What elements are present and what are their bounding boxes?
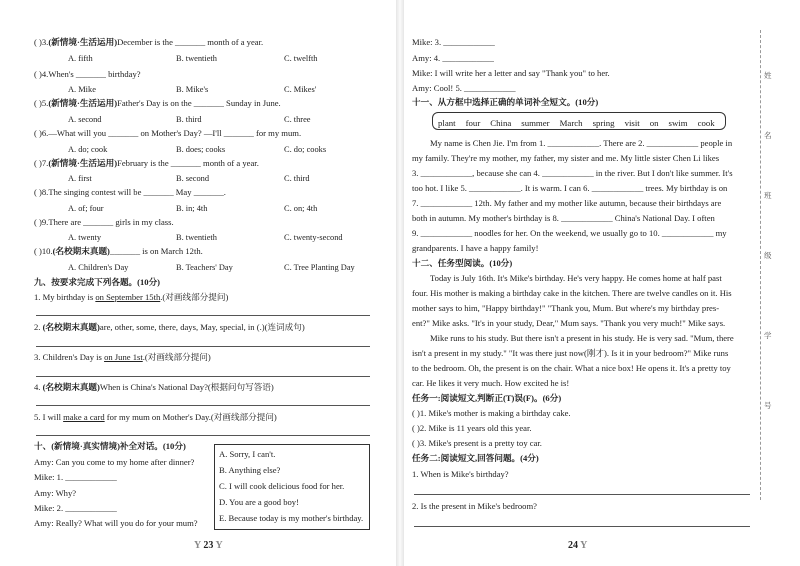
section-11-title: 十一、从方框中选择正确的单词补全短文。(10分)	[412, 97, 599, 107]
word: swim	[668, 118, 688, 128]
answer-line[interactable]	[36, 405, 370, 406]
passage-line: my family. They're my mother, my father, my sister and me. My little sister Chen Li likes	[412, 153, 720, 163]
option: B. Mike's	[176, 85, 209, 94]
question-3: ( )3.(新情境·生活运用)December is the _______ month of a year.	[34, 37, 264, 47]
section-9-item-5: 5. I will make a card for my mum on Mother's Day.(对画线部分提问)	[34, 412, 277, 422]
passage-line: both in autumn. My mother's birthday is 8. ____________ China's National Day. I often	[412, 213, 715, 223]
dialog-line: Amy: Cool! 5. ____________	[412, 83, 516, 93]
option: B. in; 4th	[176, 204, 208, 213]
option: C. Tree Planting Day	[284, 263, 355, 272]
question-9: ( )9.There are _______ girls in my class.	[34, 217, 174, 227]
section-9-item-4: 4. (名校期末真题)When is China's National Day?(根据问句写答语)	[34, 382, 274, 392]
dialog-line: Mike: 1. ____________	[34, 472, 117, 482]
option: A. do; cook	[68, 145, 108, 154]
qa-item: 2. Is the present in Mike's bedroom?	[412, 501, 537, 511]
passage-line: too hot. I like 5. ____________. It is warm. I can 6. ____________ trees. My birthday is on	[412, 183, 728, 193]
passage-line: grandparents. I have a happy family!	[412, 243, 539, 253]
word: cook	[697, 118, 715, 128]
option: C. third	[284, 174, 310, 183]
option: C. on; 4th	[284, 204, 318, 213]
passage-line: 7. ____________ 12th. My father and my mother like autumn, because their birthdays are	[412, 198, 722, 208]
question-6: ( )6.—What will you _______ on Mother's Day? —I'll _______ for my mum.	[34, 128, 302, 138]
option: A. first	[68, 174, 92, 183]
option: A. Children's Day	[68, 263, 129, 272]
answer-line[interactable]	[414, 526, 750, 527]
section-12-title: 十二、任务型阅读。(10分)	[412, 258, 513, 268]
dialog-line: Amy: Can you come to my home after dinner?	[34, 457, 195, 467]
answer-line[interactable]	[414, 494, 750, 495]
dialog-line: Amy: 4. ____________	[412, 53, 494, 63]
option: B. twentieth	[176, 54, 217, 63]
section-9-item-1: 1. My birthday is on September 15th.(对画线部分提问)	[34, 292, 229, 302]
passage-line: mother says to him, "Happy birthday!" "Thank you, Mum. But where's my birthday pres-	[412, 303, 720, 313]
task-1-title: 任务一:阅读短文,判断正(T)误(F)。(6分)	[412, 393, 562, 403]
dialog-option: D. You are a good boy!	[219, 497, 299, 507]
option: A. Mike	[68, 85, 96, 94]
side-label: 学	[764, 331, 772, 340]
option: B. second	[176, 174, 210, 183]
option: C. Mikes'	[284, 85, 317, 94]
question-7: ( )7.(新情境·生活运用)February is the _______ month of a year.	[34, 158, 259, 168]
section-9-title: 九、按要求完成下列各题。(10分)	[34, 277, 161, 287]
side-label: 级	[764, 251, 772, 260]
qa-item: 1. When is Mike's birthday?	[412, 469, 509, 479]
option: B. third	[176, 115, 202, 124]
section-10-title: 十、(新情境·真实情境)补全对话。(10分)	[34, 441, 186, 451]
page-number: Y 23 Y	[194, 540, 223, 551]
dialog-option: E. Because today is my mother's birthday.	[219, 513, 364, 523]
passage-line: Today is July 16th. It's Mike's birthday. He's very happy. He comes home at half past	[430, 273, 722, 283]
answer-line[interactable]	[36, 376, 370, 377]
option: C. three	[284, 115, 311, 124]
passage-line: to the bedroom. Oh, the present is on the chair. What a nice box! He opens it. It's a pretty toy	[412, 363, 731, 373]
tf-item: ( )1. Mike's mother is making a birthday cake.	[412, 408, 571, 418]
section-9-item-3: 3. Children's Day is on June 1st.(对画线部分提问)	[34, 352, 211, 362]
dialog-line: Mike: I will write her a letter and say "Thank you" to her.	[412, 68, 610, 78]
word: summer	[521, 118, 550, 128]
question-4: ( )4.When's _______ birthday?	[34, 69, 141, 79]
option: B. twentieth	[176, 233, 217, 242]
dialog-line: Mike: 3. ____________	[412, 37, 495, 47]
word: spring	[592, 118, 615, 128]
dialog-line: Mike: 2. ____________	[34, 503, 117, 513]
option: A. second	[68, 115, 102, 124]
option: B. does; cooks	[176, 145, 226, 154]
passage-line: ent?" Mike asks. "It's in your study, Dear," Mum says. "Thank you very much!" Mike says.	[412, 318, 726, 328]
word: on	[649, 118, 659, 128]
side-label: 名	[764, 131, 772, 140]
word: four	[465, 118, 481, 128]
word: visit	[624, 118, 640, 128]
word-box	[432, 112, 726, 130]
question-8: ( )8.The singing contest will be _______ May _______.	[34, 187, 226, 197]
passage-line: 3. ____________, because she can 4. ____________ in the river. But I don't like summer. It's	[412, 168, 733, 178]
dialog-option: B. Anything else?	[219, 465, 281, 475]
passage-line: isn't a present in my study." "It was there just now(刚才). Is it in your bedroom?" Mike runs	[412, 348, 729, 358]
tf-item: ( )3. Mike's present is a pretty toy car.	[412, 438, 542, 448]
option: C. do; cooks	[284, 145, 327, 154]
question-10: ( )10.(名校期末真题)_______ is on March 12th.	[34, 246, 203, 256]
dialog-option: C. I will cook delicious food for her.	[219, 481, 345, 491]
option: A. twenty	[68, 233, 102, 242]
passage-line: 9. ____________ noodles for her. On the weekend, we usually go to 10. ____________ my	[412, 228, 727, 238]
dialog-line: Amy: Why?	[34, 488, 77, 498]
passage-line: four. His mother is making a birthday cake in the kitchen. There are twelve candles on it. His	[412, 288, 732, 298]
dialog-line: Amy: Really? What will you do for your mum?	[34, 518, 198, 528]
section-9-item-2: 2. (名校期末真题)are, other, some, there, days, May, special, in (.)(连词成句)	[34, 322, 305, 332]
binding-dashed-line	[760, 30, 761, 500]
passage-line: My name is Chen Jie. I'm from 1. ____________. There are 2. ____________ people in	[430, 138, 733, 148]
task-2-title: 任务二:阅读短文,回答问题。(4分)	[412, 453, 539, 463]
option: C. twelfth	[284, 54, 318, 63]
side-label: 号	[764, 401, 772, 410]
word: March	[559, 118, 583, 128]
passage-line: car. He likes it very much. How excited he is!	[412, 378, 570, 388]
side-label: 姓	[764, 71, 772, 80]
option: C. twenty-second	[284, 233, 343, 242]
dialog-option: A. Sorry, I can't.	[219, 449, 276, 459]
right-page	[402, 0, 800, 566]
side-label: 班	[764, 191, 772, 200]
page-number: 24 Y	[568, 540, 588, 551]
dialog-options-box	[214, 444, 370, 530]
left-page	[0, 0, 398, 566]
passage-line: Mike runs to his study. But there isn't a present in his study. He is very sad. "Mum, there	[430, 333, 734, 343]
word: plant	[438, 118, 456, 128]
option: A. fifth	[68, 54, 93, 63]
word: China	[490, 118, 512, 128]
option: B. Teachers' Day	[176, 263, 233, 272]
option: A. of; four	[68, 204, 104, 213]
answer-line[interactable]	[36, 435, 370, 436]
answer-line[interactable]	[36, 346, 370, 347]
question-5: ( )5.(新情境·生活运用)Father's Day is on the _______ Sunday in June.	[34, 98, 281, 108]
answer-line[interactable]	[36, 315, 370, 316]
tf-item: ( )2. Mike is 11 years old this year.	[412, 423, 532, 433]
